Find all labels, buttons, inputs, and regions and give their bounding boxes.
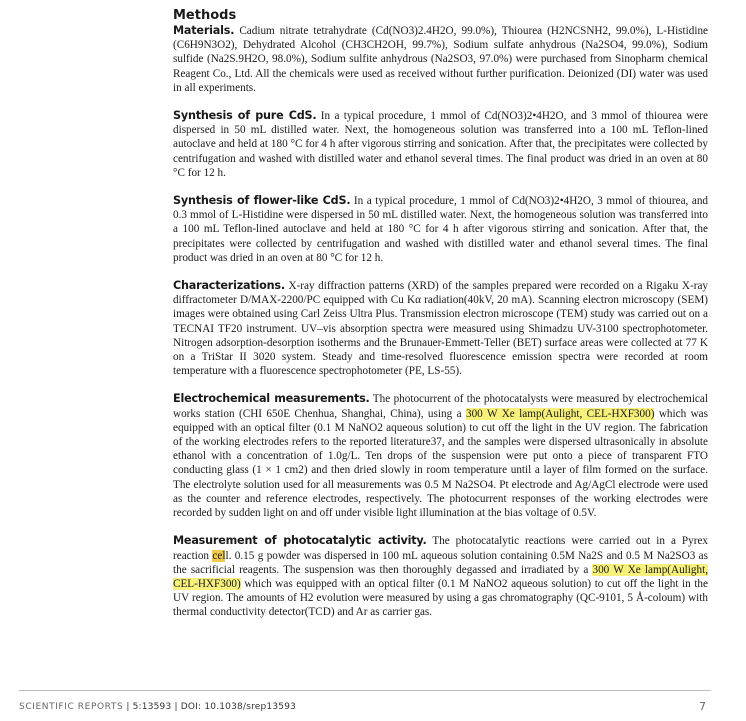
section-title: Methods	[173, 8, 237, 23]
footer-divider	[19, 690, 711, 691]
electrochemical-text-after: which was equipped with an optical filter (0.1 M NaNO2 aqueous solution) to cut off the light in the UV region. The fabrication of the working electrodes refers to the reported literature37, and the samples were dispersed ultrasonically in absolute ethanol with a concentration of 1.0g/L. Ten drops of the suspension were put onto a piece of transparent FTO conducting glass (1 × 1 cm2) and then dried slowly in room temperature until a layer of film formed on the surface. The electrolyte solution used for all measurements was 0.5 M Na2SO4. Pt electrode and Ag/AgCl electrode were used as the counter and reference electrodes, respectively. The photocurrent responses of the working electrodes were recorded by sudden light on and off under visible light illumination at the bias voltage of 0.5V.	[173, 407, 708, 520]
cell-highlight[interactable]: cel	[212, 549, 226, 562]
characterizations-heading: Characterizations.	[173, 279, 285, 293]
characterizations-text: X-ray diffraction patterns (XRD) of the samples prepared were recorded on a Rigaku X-ray diffractometer D/MAX-2200/PC equipped with Cu Kα radiation(40kV, 20 mA). Scanning electron microscopy (SEM) images were obtained using Carl Zeiss Ultra Plus. Transmission electron microscope (TEM) study was carried out on a TECNAI TF20 instrument. UV–vis absorption spectra were measured using Shimadzu UV-3100 spectrophotometer. Nitrogen adsorption-desorption isotherms and the Brunauer-Emmett-Teller (BET) surface areas were collected at 77 K on a TriStar II 3020 system. Steady and time-resolved fluorescence emission spectra were recorded at room temperature with a fluorescence spectrophotometer (PE, LS-55).	[173, 280, 709, 378]
electrochemical-text-before: The photocurrent of the photocatalysts were measured by electrochemical works station (CHI 650E Chenhua, Shanghai, China), using a	[173, 393, 708, 420]
photocatalytic-text-2: l. 0.15 g powder was dispersed in 100 mL aqueous solution containing 0.5M Na2S and 0.5 M Na2SO3 as the sacrificial reagents. The suspension was then thoroughly degassed and irradiated by a	[173, 549, 708, 576]
footer-separator-2: |	[171, 702, 181, 712]
materials-text: Cadium nitrate tetrahydrate (Cd(NO3)2.4H2O, 99.0%), Thiourea (H2NCSNH2, 99.0%), L-Histidine (C6H9N3O2), Dehydrated Alcohol (CH3CH2OH, 99.7%), Sodium sulfate anhydrous (Na2SO4, 99.0%), Sodium sulfide (Na2S.9H2O, 98.0%), Sodium sulfite anhydrous (Na2SO3, 97.0%) were purchased from Sinopharm chemical Reagent Co., Ltd. All the chemicals were used as received without further purification. Deionized (DI) water was used in all experiments.	[173, 25, 709, 94]
synthesis-pure-heading: Synthesis of pure CdS.	[173, 109, 317, 123]
photocatalytic-text-3: which was equipped with an optical filter (0.1 M NaNO2 aqueous solution) to cut off the light in the UV region. The amounts of H2 evolution were measured by using a gas chromatography (QC-9101, 5 Å-coloum) with thermal conductivity detector(TCD) and Ar as carrier gas.	[173, 577, 708, 619]
materials-heading: Materials.	[173, 24, 235, 37]
lamp-highlight-2[interactable]: 300 W Xe lamp(Aulight, CEL-HXF300)	[173, 563, 708, 590]
synthesis-flower-heading: Synthesis of flower-like CdS.	[173, 194, 351, 208]
methods-section	[173, 8, 708, 634]
electrochemical-paragraph	[173, 392, 708, 520]
synthesis-flower-paragraph	[173, 194, 708, 265]
electrochemical-heading: Electrochemical measurements.	[173, 392, 370, 406]
characterizations-paragraph	[173, 279, 708, 378]
photocatalytic-paragraph	[173, 534, 708, 619]
synthesis-pure-text: In a typical procedure, 1 mmol of Cd(NO3)2•4H2O, and 3 mmol of thiourea were dispersed in 50 mL distilled water. Next, the homogeneous solution was transferred into a 100 mL Teflon-lined autoclave and held at 180 °C for 4 h after vigorous stirring and sonication. After that, the precipitates were collected by centrifugation and washed with distilled water and ethanol several times. The final product was dried in an oven at 80 °C for 12 h.	[173, 110, 708, 179]
page-number: 7	[699, 700, 706, 713]
volume-number: 5:13593	[132, 702, 172, 712]
photocatalytic-text-1: The photocatalytic reactions were carried out in a Pyrex reaction	[173, 535, 708, 562]
photocatalytic-heading: Measurement of photocatalytic activity.	[173, 534, 427, 548]
lamp-highlight[interactable]: 300 W Xe lamp(Aulight, CEL-HXF300)	[465, 407, 655, 420]
footer-separator: |	[123, 702, 133, 712]
synthesis-pure-paragraph	[173, 109, 708, 180]
materials-paragraph	[173, 24, 708, 95]
journal-name: SCIENTIFIC REPORTS	[19, 702, 124, 712]
synthesis-flower-text: In a typical procedure, 1 mmol of Cd(NO3)2•4H2O, 3 mmol of thiourea, and 0.3 mmol of L-Histidine were dispersed in 50 mL distilled water. Next, the homogeneous solution was transferred into a 100 mL Teflon-lined autoclave and held at 180 °C for 4 h after vigorous stirring and sonication. After that, the precipitates were collected by centrifugation and washed with distilled water and ethanol several times. The final product was dried in an oven at 80 °C for 12 h.	[173, 195, 709, 264]
doi-link[interactable]: DOI: 10.1038/srep13593	[180, 702, 297, 712]
footer-citation	[19, 702, 296, 712]
